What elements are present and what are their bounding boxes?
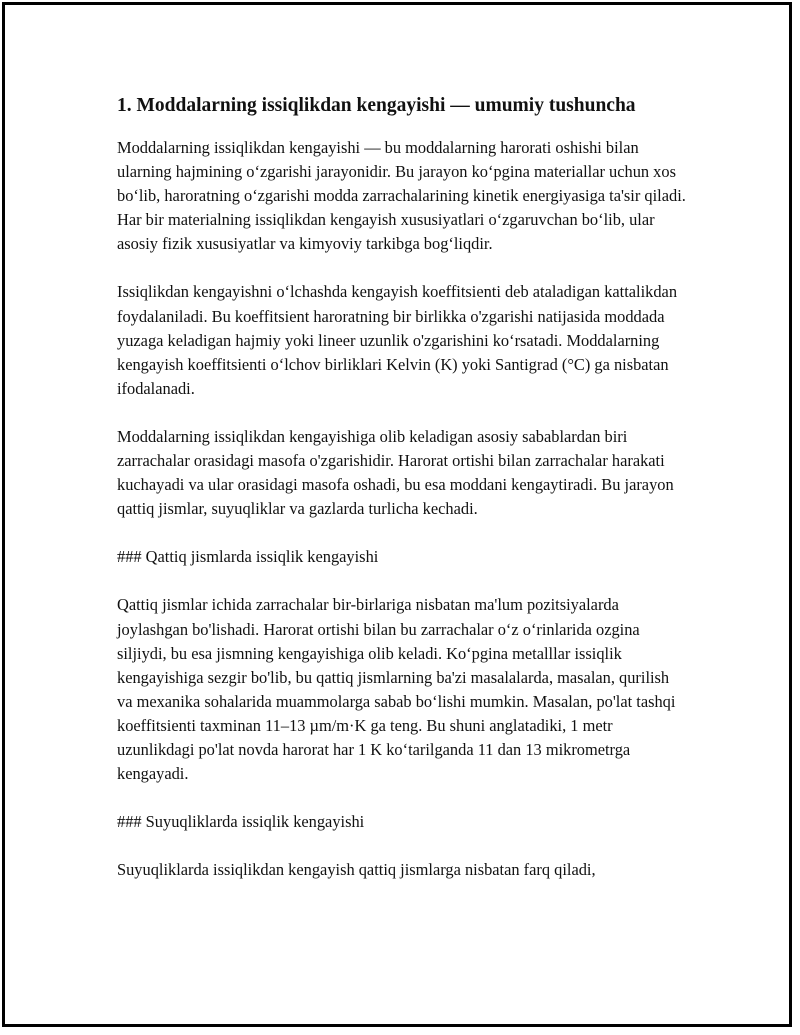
paragraph-liquids: Suyuqliklarda issiqlikdan kengayish qattiq jismlarga nisbatan farq qiladi, (117, 860, 596, 880)
paragraph-solids: Qattiq jismlar ichida zarrachalar bir-birlariga nisbatan ma'lum pozitsiyalarda joylashgan bo'lishadi. Harorat ortishi bilan bu zarrachalar o‘z o‘rinlarida ozgina siljiydi, bu esa jismning kengayishiga olib keladi. Ko‘pgina metalllar issiqlik kengayishiga sezgir bo'lib, bu qattiq jismlarning ba'zi masalalarda, masalan, qurilish va mexanika sohalarida muammolarga sabab bo‘lishi mumkin. Masalan, po'lat tashqi koeffitsienti taxminan 11–13 µm/m·K ga teng. Bu shuni anglatadiki, 1 metr uzunlikdagi po'lat novda harorat har 1 K ko‘tarilganda 11 dan 13 mikrometrga kengayadi. (117, 595, 676, 784)
paragraph-intro: Moddalarning issiqlikdan kengayishi — bu moddalarning harorati oshishi bilan ularning hajmining o‘zgarishi jarayonidir. Bu jarayon ko‘pgina materiallar uchun xos bo‘lib, haroratning o‘zgarishi modda zarrachalarining kinetik energiyasiga ta'sir qiladi. Har bir materialning issiqlikdan kengayish xususiyatlari o‘zgaruvchan bo‘lib, ular asosiy fizik xususiyatlar va kimyoviy tarkibga bog‘liqdir. (117, 138, 686, 254)
paragraph-causes: Moddalarning issiqlikdan kengayishiga olib keladigan asosiy sabablardan biri zarrachalar orasidagi masofa o'zgarishidir. Harorat ortishi bilan zarrachalar harakati kuchayadi va ular orasidagi masofa oshadi, bu esa moddani kengaytiradi. Bu jarayon qattiq jismlar, suyuqliklar va gazlarda turlicha kechadi. (117, 426, 674, 519)
subheading-liquids: ### Suyuqliklarda issiqlik kengayishi (117, 812, 365, 832)
document-body (117, 92, 687, 906)
paragraph-coefficient: Issiqlikdan kengayishni o‘lchashda kengayish koeffitsienti deb ataladigan kattalikdan foydalaniladi. Bu koeffitsient haroratning bir birlikka o'zgarishi natijasida moddada yuzaga keladigan hajmiy yoki lineer uzunlik o'zgarishini ko‘rsatadi. Moddalarning kengayish koeffitsienti o‘lchov birliklari Kelvin (K) yoki Santigrad (°C) ga nisbatan ifodalanadi. (117, 282, 678, 398)
section-title: 1. Moddalarning issiqlikdan kengayishi — umumiy tushuncha (117, 95, 636, 116)
subheading-solids: ### Qattiq jismlarda issiqlik kengayishi (117, 547, 379, 567)
